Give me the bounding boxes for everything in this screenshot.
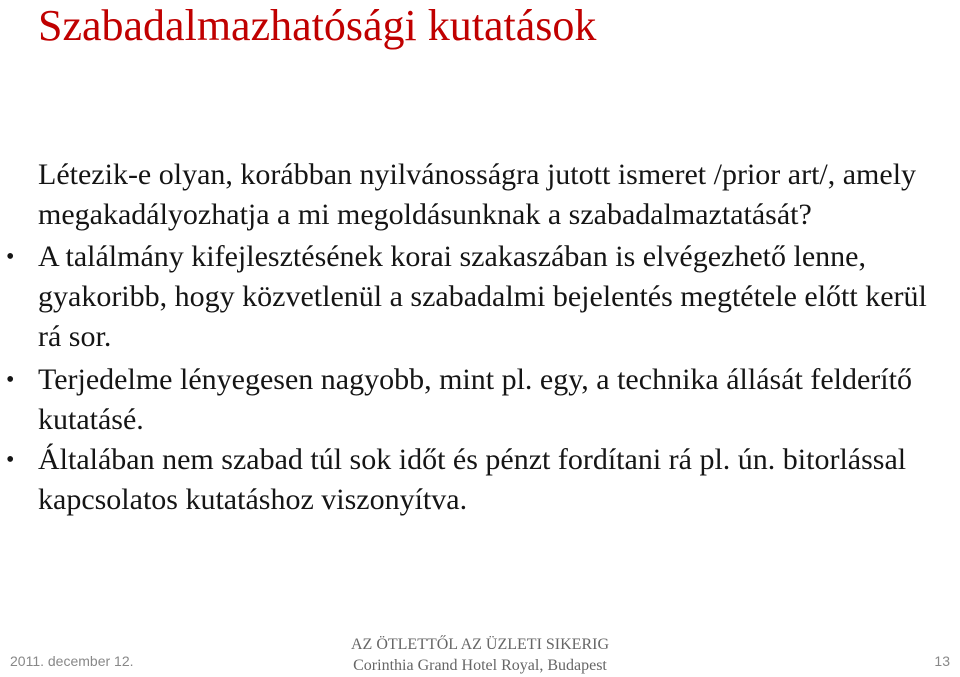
footer-event-name: AZ ÖTLETTŐL AZ ÜZLETI SIKERIG [350,636,609,653]
bullet-icon: • [6,367,15,393]
bullet-text: A találmány kifejlesztésének korai szakaszában is elvégezhető lenne, gyakoribb, hogy közvetlenül a szabadalmi bejelentés megtétele előtt kerül rá sor. [38,240,927,353]
bullet-icon: • [6,447,15,473]
footer-date: 2011. december 12. [10,653,134,669]
bullet-item [6,360,953,440]
intro-question: Létezik-e olyan, korábban nyilvánosságra jutott ismeret /prior art/, amely megakadályozhatja a mi megoldásunknak a szabadalmaztatását? [38,158,917,231]
bullet-item [6,440,953,520]
page-number: 13 [934,653,950,669]
bullet-icon: • [6,244,15,270]
bullet-text: Általában nem szabad túl sok időt és pénzt fordítani rá pl. ún. bitorlással kapcsolatos kutatáshoz viszonyítva. [38,443,907,516]
slide-title: Szabadalmazhatósági kutatások [38,1,597,50]
slide-footer [0,620,960,677]
bullet-item [6,237,953,357]
slide-body [6,155,953,523]
footer-venue: Corinthia Grand Hotel Royal, Budapest [353,657,607,674]
footer-event-info [330,634,630,676]
bullet-list [6,237,953,520]
bullet-text: Terjedelme lényegesen nagyobb, mint pl. egy, a technika állását felderítő kutatásé. [38,363,912,436]
